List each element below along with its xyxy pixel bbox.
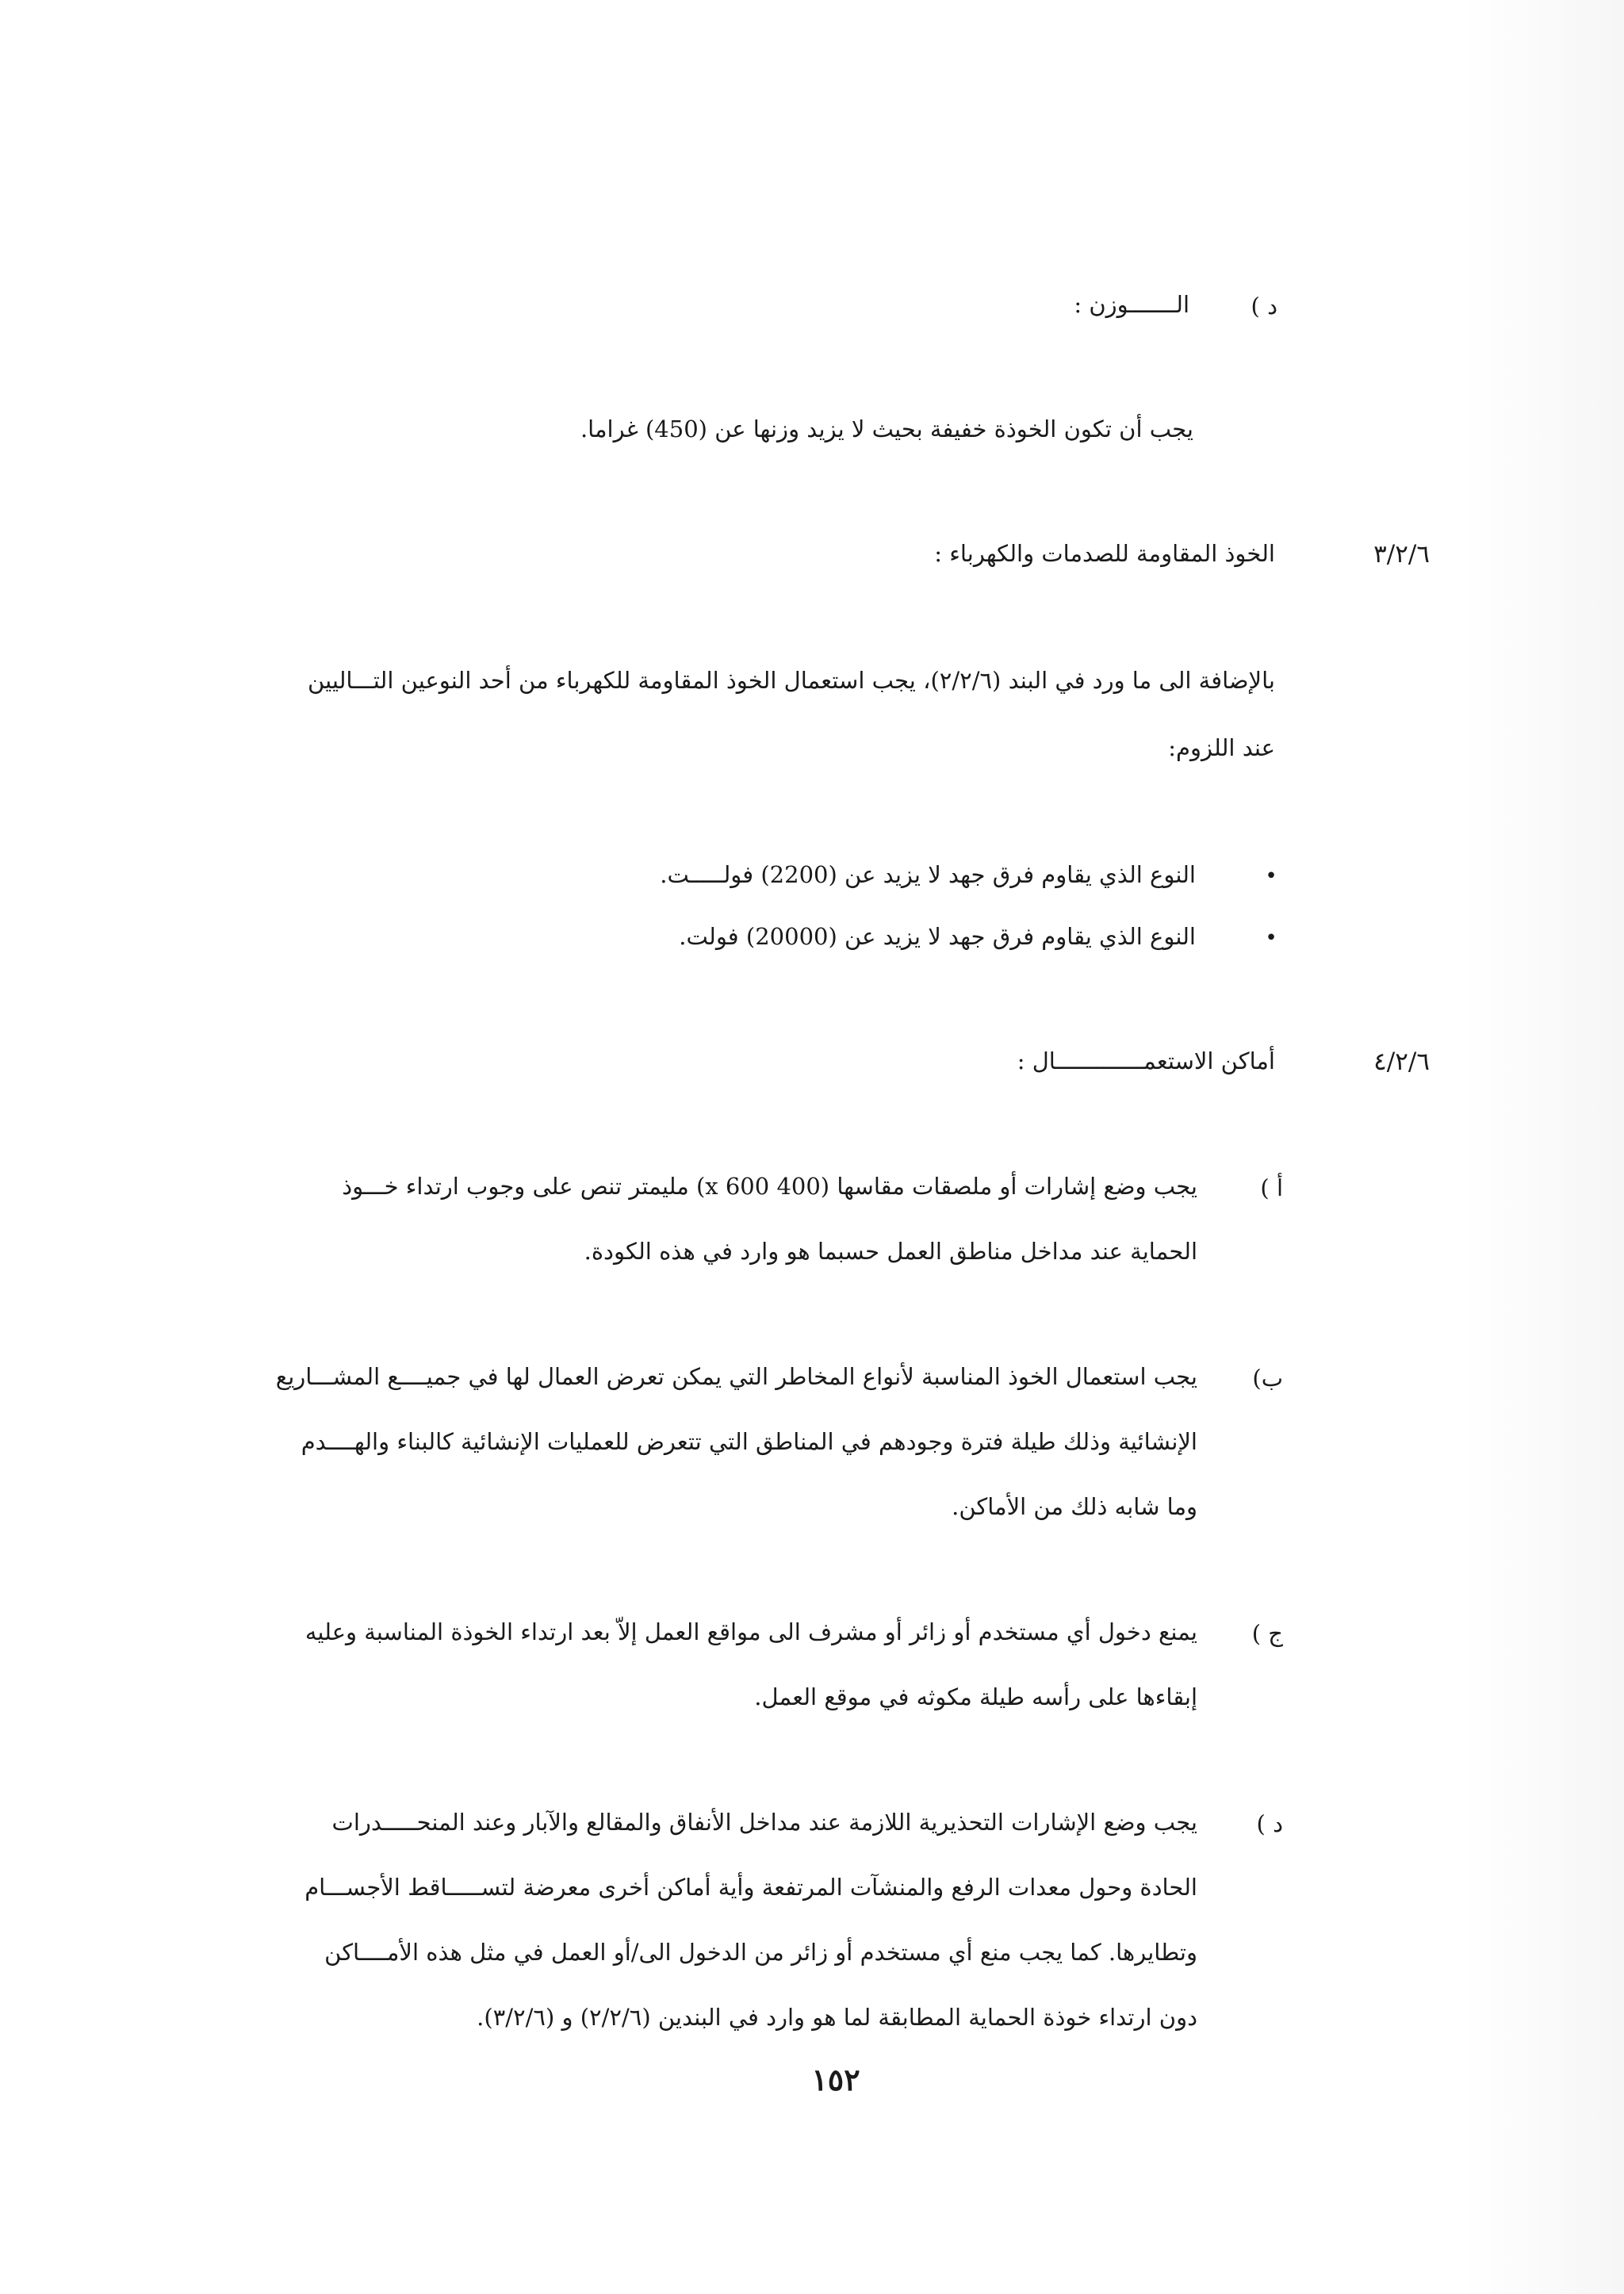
item-d-line-2: الحادة وحول معدات الرفع والمنشآت المرتفعة وأية أماكن أخرى معرضة لتســـــاقط الأجســـام <box>304 1874 1197 1901</box>
item-marker-b: ب) <box>1252 1365 1283 1392</box>
weight-marker: د ) <box>1251 293 1277 320</box>
item-d-line-3: وتطايرها. كما يجب منع أي مستخدم أو زائر من الدخول الى/أو العمل في مثل هذه الأمــــاكن <box>324 1939 1197 1966</box>
item-j-line-2: إبقاءها على رأسه طيلة مكوثه في موقع العمل. <box>754 1683 1197 1710</box>
weight-text: يجب أن تكون الخوذة خفيفة بحيث لا يزيد وزنها عن (450) غراما. <box>580 416 1193 442</box>
section-3-heading: الخوذ المقاومة للصدمات والكهرباء : <box>934 540 1275 567</box>
bullet-text-2: النوع الذي يقاوم فرق جهد لا يزيد عن (20000) فولت. <box>679 923 1196 950</box>
item-j-line-1: يمنع دخول أي مستخدم أو زائر أو مشرف الى مواقع العمل إلاّ بعد ارتداء الخوذة المناسبة وعليه <box>304 1618 1197 1645</box>
weight-heading: الـــــــوزن : <box>1074 291 1189 318</box>
section-3-number: ٣/٢/٦ <box>1373 540 1430 569</box>
item-a-line-1: يجب وضع إشارات أو ملصقات مقاسها (400 x 600) مليمتر تنص على وجوب ارتداء خـــوذ <box>342 1173 1197 1200</box>
item-b-line-2: الإنشائية وذلك طيلة فترة وجودهم في المناطق التي تتعرض للعمليات الإنشائية كالبناء والهــــدم <box>301 1428 1197 1455</box>
bullet-icon: • <box>1265 864 1277 888</box>
section-3-intro-line-1: بالإضافة الى ما ورد في البند (٢/٢/٦)، يجب استعمال الخوذ المقاومة للكهرباء من أحد النوعين التـــاليين <box>308 667 1275 694</box>
item-a-line-2: الحماية عند مداخل مناطق العمل حسبما هو وارد في هذه الكودة. <box>584 1238 1197 1265</box>
item-marker-a: أ ) <box>1260 1174 1283 1201</box>
section-4-heading: أماكن الاستعمـــــــــــــال : <box>1017 1047 1275 1074</box>
item-marker-j: ج ) <box>1251 1620 1283 1647</box>
item-d-line-4: دون ارتداء خوذة الحماية المطابقة لما هو وارد في البندين (٢/٢/٦) و (٣/٢/٦). <box>477 2004 1197 2031</box>
section-3-intro-line-2: عند اللزوم: <box>1168 734 1275 761</box>
bullet-icon: • <box>1265 926 1277 950</box>
bullet-text-1: النوع الذي يقاوم فرق جهد لا يزيد عن (2200) فولـــــت. <box>660 861 1196 888</box>
section-4-number: ٤/٢/٦ <box>1373 1047 1430 1076</box>
item-d-line-1: يجب وضع الإشارات التحذيرية اللازمة عند مداخل الأنفاق والمقالع والآبار وعند المنحـــــدرات <box>331 1809 1197 1836</box>
item-marker-d: د ) <box>1256 1810 1283 1837</box>
item-b-line-1: يجب استعمال الخوذ المناسبة لأنواع المخاطر التي يمكن تعرض العمال لها في جميــــع المشـــاريع <box>275 1363 1197 1390</box>
item-b-line-3: وما شابه ذلك من الأماكن. <box>952 1493 1197 1520</box>
page-number: ١٥٢ <box>811 2062 860 2097</box>
